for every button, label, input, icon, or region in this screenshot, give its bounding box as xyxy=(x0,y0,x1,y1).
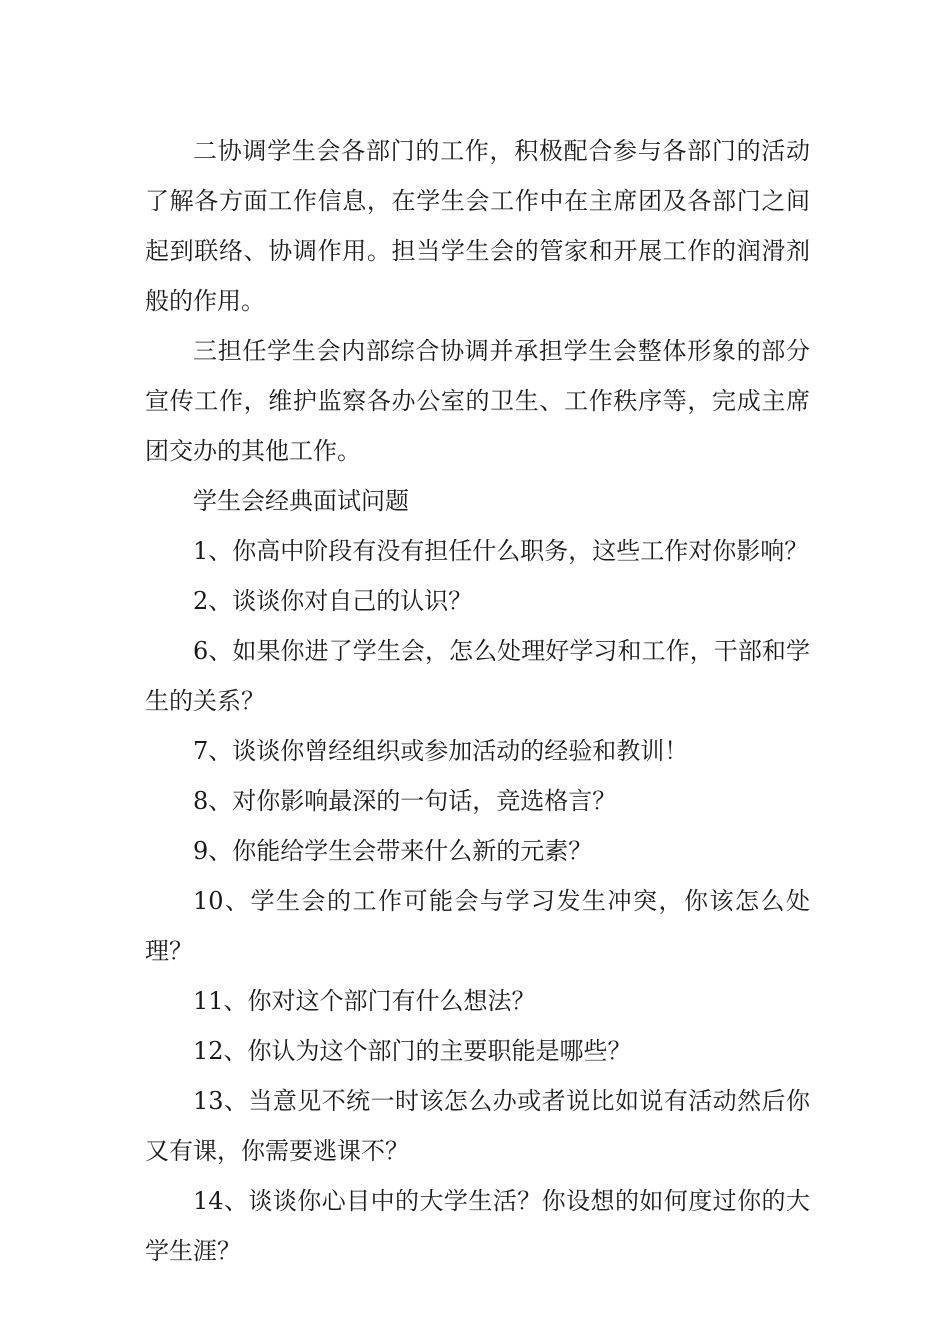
question-item: 6、如果你进了学生会，怎么处理好学习和工作，干部和学生的关系？ xyxy=(145,637,810,715)
question-item: 10、学生会的工作可能会与学习发生冲突，你该怎么处理？ xyxy=(145,887,810,965)
question-item: 13、当意见不统一时该怎么办或者说比如说有活动然后你又有课，你需要逃课不？ xyxy=(145,1087,810,1165)
question-item: 9、你能给学生会带来什么新的元素？ xyxy=(193,837,593,865)
section-heading-interview-questions: 学生会经典面试问题 xyxy=(193,487,409,515)
question-item: 8、对你影响最深的一句话，竞选格言？ xyxy=(193,787,617,815)
question-item: 7、谈谈你曾经组织或参加活动的经验和教训！ xyxy=(193,737,689,765)
question-item: 1、你高中阶段有没有担任什么职务，这些工作对你影响？ xyxy=(193,537,809,565)
question-item: 2、谈谈你对自己的认识？ xyxy=(193,587,473,615)
question-item: 14、谈谈你心目中的大学生活？你设想的如何度过你的大学生涯？ xyxy=(145,1187,810,1265)
paragraph-coordination-duties: 二协调学生会各部门的工作，积极配合参与各部门的活动了解各方面工作信息，在学生会工作中在主席团及各部门之间起到联络、协调作用。担当学生会的管家和开展工作的润滑剂般的作用。 xyxy=(145,137,810,315)
question-item: 11、你对这个部门有什么想法？ xyxy=(193,987,536,1015)
paragraph-publicity-duties: 三担任学生会内部综合协调并承担学生会整体形象的部分宣传工作，维护监察各办公室的卫生、工作秩序等，完成主席团交办的其他工作。 xyxy=(145,337,810,465)
document-body xyxy=(145,126,810,1276)
question-item: 12、你认为这个部门的主要职能是哪些？ xyxy=(193,1037,632,1065)
